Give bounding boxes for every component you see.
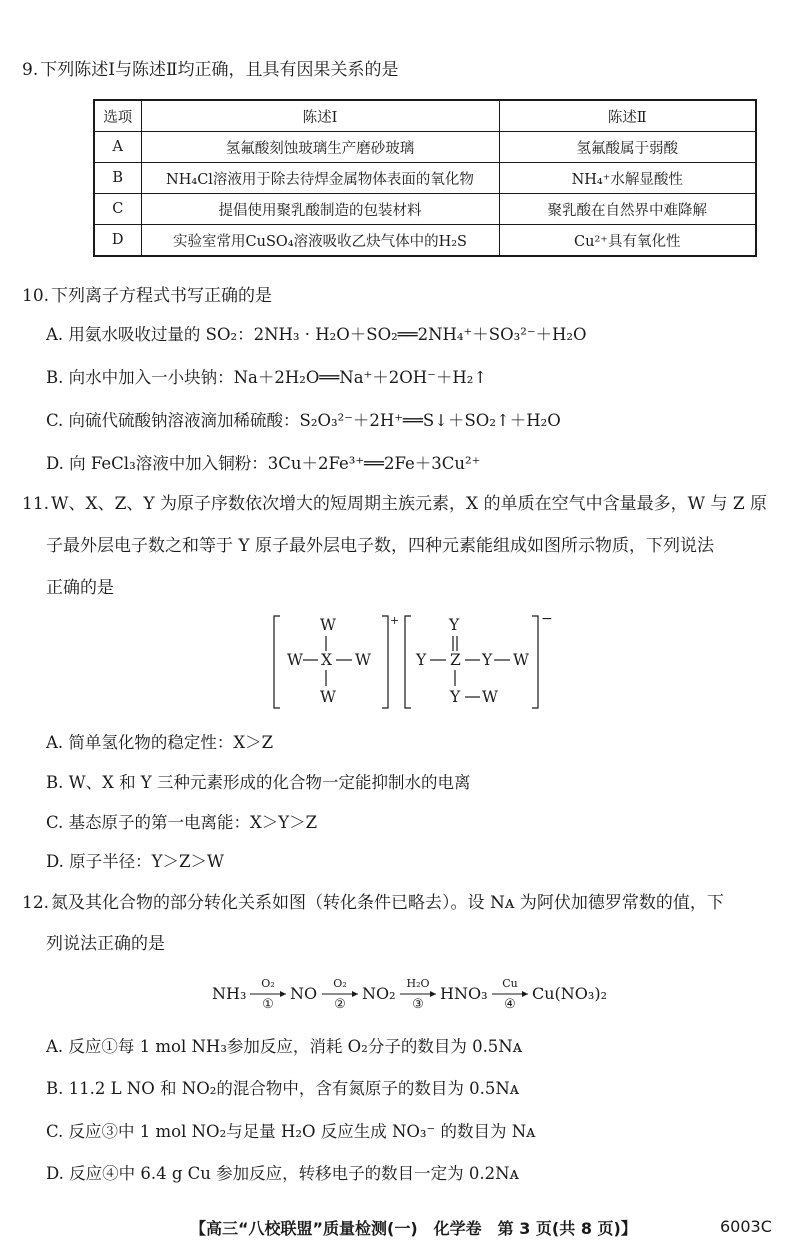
table-cell: NH₄Cl溶液用于除去待焊金属物体表面的氧化物 xyxy=(141,163,499,194)
table-cell: NH₄⁺水解显酸性 xyxy=(499,163,756,194)
option-d: D. 向 FeCl₃溶液中加入铜粉：3Cu＋2Fe³⁺══2Fe＋3Cu²⁺ xyxy=(46,454,481,473)
reagent-label: O₂ xyxy=(261,977,275,990)
atom-label: Y xyxy=(450,688,461,706)
table-row xyxy=(94,194,756,225)
table-cell: 提倡使用聚乳酸制造的包装材料 xyxy=(141,194,499,225)
atom-label: Z xyxy=(450,651,461,669)
step-number: ① xyxy=(262,997,274,1012)
step-number: ④ xyxy=(504,997,516,1012)
table-cell: C xyxy=(94,194,141,225)
atom-label: W xyxy=(355,651,371,669)
footer-title: 【高三“八校联盟”质量检测(一) 化学卷 第 3 页(共 8 页)】 xyxy=(190,1219,637,1238)
cation-charge: + xyxy=(390,614,400,627)
species-label: Cu(NO₃)₂ xyxy=(532,984,607,1003)
species-label: HNO₃ xyxy=(440,984,488,1003)
option-b: B. W、X 和 Y 三种元素形成的化合物一定能抑制水的电离 xyxy=(46,773,471,792)
table-cell: 实验室常用CuSO₄溶液吸收乙炔气体中的H₂S xyxy=(141,225,499,257)
table-cell: B xyxy=(94,163,141,194)
question-number: 9. xyxy=(22,60,39,80)
question-number: 10. xyxy=(22,286,50,306)
page-footer xyxy=(0,1216,800,1244)
species-label: NH₃ xyxy=(212,984,247,1003)
atom-label: Y xyxy=(482,651,493,669)
question-stem-line: 子最外层电子数之和等于 Y 原子最外层电子数，四种元素能组成如图所示物质，下列说法 xyxy=(46,536,715,556)
table-row xyxy=(94,225,756,257)
question-stem-line: 正确的是 xyxy=(46,578,114,598)
atom-label: W xyxy=(287,651,303,669)
question-stem: 下列陈述Ⅰ与陈述Ⅱ均正确，且具有因果关系的是 xyxy=(40,60,399,80)
table-header-cell: 陈述Ⅱ xyxy=(499,100,756,132)
atom-label: W xyxy=(320,688,336,706)
question-number: 12. xyxy=(22,893,50,913)
option-a: A. 用氨水吸收过量的 SO₂：2NH₃ · H₂O＋SO₂══2NH₄⁺＋SO₃²⁻＋H₂O xyxy=(46,325,587,344)
table-cell: Cu²⁺具有氧化性 xyxy=(499,225,756,257)
table-cell: 氢氟酸刻蚀玻璃生产磨砂玻璃 xyxy=(141,132,499,163)
option-c: C. 反应③中 1 mol NO₂与足量 H₂O 反应生成 NO₃⁻ 的数目为 Nᴀ xyxy=(46,1122,536,1141)
species-label: NO₂ xyxy=(362,984,396,1003)
option-a: A. 反应①每 1 mol NH₃参加反应，消耗 O₂分子的数目为 0.5Nᴀ xyxy=(46,1037,523,1056)
nitrogen-conversion-scheme xyxy=(212,972,632,1022)
atom-label: Y xyxy=(416,651,427,669)
table-row xyxy=(94,163,756,194)
option-d: D. 反应④中 6.4 g Cu 参加反应，转移电子的数目一定为 0.2Nᴀ xyxy=(46,1164,519,1183)
atom-label: W xyxy=(482,688,498,706)
table-header-row xyxy=(94,100,756,132)
question-stem-line: 列说法正确的是 xyxy=(46,934,165,954)
statement-table xyxy=(93,99,757,257)
reagent-label: H₂O xyxy=(406,977,430,990)
option-b: B. 向水中加入一小块钠：Na＋2H₂O══Na⁺＋2OH⁻＋H₂↑ xyxy=(46,368,488,387)
question-9 xyxy=(22,58,399,82)
question-stem: 下列离子方程式书写正确的是 xyxy=(51,286,273,306)
option-a: A. 简单氢化物的稳定性：X＞Z xyxy=(46,733,274,752)
question-10 xyxy=(22,284,272,308)
anion-charge: − xyxy=(541,611,553,627)
option-c: C. 向硫代硫酸钠溶液滴加稀硫酸：S₂O₃²⁻＋2H⁺══S↓＋SO₂↑＋H₂O xyxy=(46,411,561,430)
step-number: ③ xyxy=(412,997,424,1012)
option-d: D. 原子半径：Y＞Z＞W xyxy=(46,852,224,871)
question-stem-line: W、X、Z、Y 为原子序数依次增大的短周期主族元素，X 的单质在空气中含量最多，W 与 Z 原 xyxy=(51,494,768,514)
option-b: B. 11.2 L NO 和 NO₂的混合物中，含有氮原子的数目为 0.5Nᴀ xyxy=(46,1079,520,1098)
atom-label: W xyxy=(320,616,336,634)
reagent-label: O₂ xyxy=(333,977,347,990)
question-12 xyxy=(22,891,724,915)
table-cell: 聚乳酸在自然界中难降解 xyxy=(499,194,756,225)
footer-code: 6003C xyxy=(720,1217,772,1236)
table-header-cell: 选项 xyxy=(94,100,141,132)
table-cell: A xyxy=(94,132,141,163)
table-cell: 氢氟酸属于弱酸 xyxy=(499,132,756,163)
atom-label: W xyxy=(513,651,529,669)
step-number: ② xyxy=(334,997,346,1012)
option-c: C. 基态原子的第一电离能：X＞Y＞Z xyxy=(46,813,318,832)
table-header-cell: 陈述Ⅰ xyxy=(141,100,499,132)
question-11 xyxy=(22,492,767,516)
question-number: 11. xyxy=(22,494,50,514)
atom-label: X xyxy=(321,651,333,669)
question-stem-line: 氮及其化合物的部分转化关系如图（转化条件已略去）。设 Nᴀ 为阿伏加德罗常数的值，下 xyxy=(51,893,724,913)
table-cell: D xyxy=(94,225,141,257)
ionic-compound-structure xyxy=(270,612,570,722)
atom-label: Y xyxy=(449,616,460,634)
reagent-label: Cu xyxy=(502,977,518,990)
species-label: NO xyxy=(290,984,318,1003)
table-row xyxy=(94,132,756,163)
